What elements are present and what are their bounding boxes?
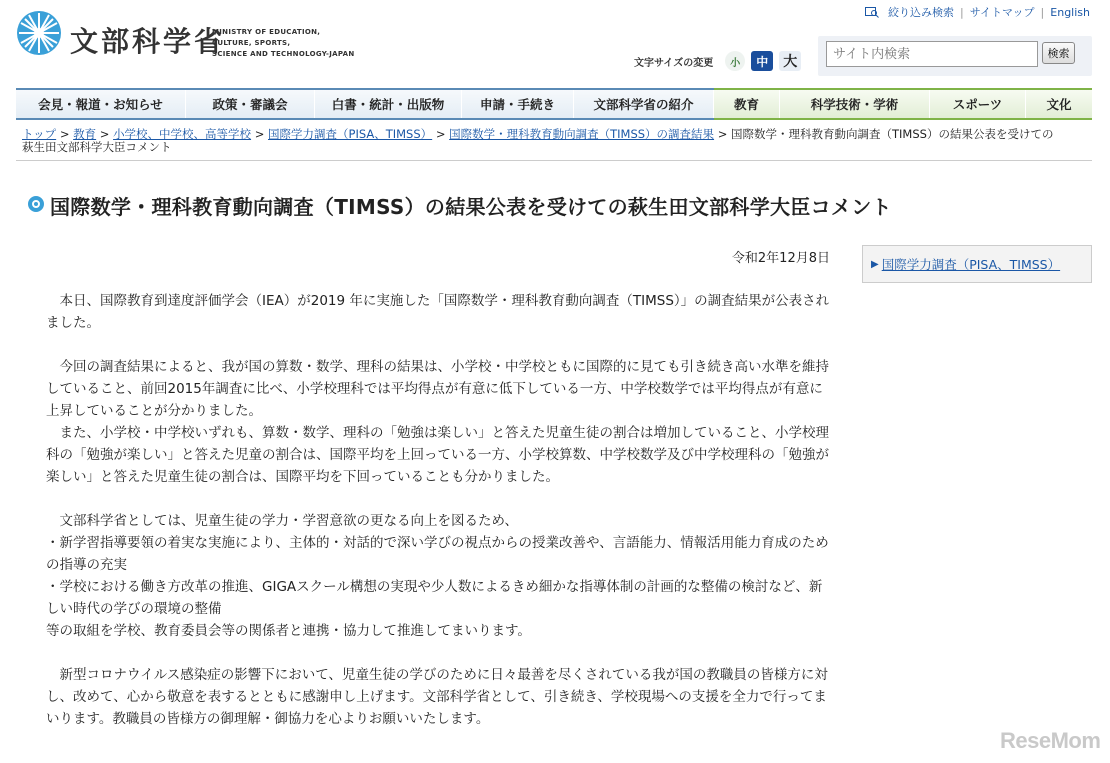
breadcrumb-separator: >: [99, 127, 110, 141]
nav-item-education[interactable]: 教育: [714, 90, 780, 118]
related-link-pisa-timss[interactable]: 国際学力調査（PISA、TIMSS）: [881, 257, 1061, 272]
nav-item-sports[interactable]: スポーツ: [930, 90, 1026, 118]
related-link-box: [862, 245, 1092, 283]
filter-search-icon: [865, 7, 879, 18]
breadcrumb-separator: >: [59, 127, 70, 141]
site-logo-english: [212, 27, 355, 60]
title-bullet-icon: [28, 196, 44, 212]
resemom-watermark: ReseMom: [1000, 728, 1101, 753]
global-nav: [16, 88, 1092, 120]
article-paragraph: 本日、国際教育到達度評価学会（IEA）が2019 年に実施した「国際数学・理科教育動向調査（TIMSS）」の調査結果が公表されました。: [46, 293, 830, 331]
article-paragraph: 新型コロナウイルス感染症の影響下において、児童生徒の学びのために日々最善を尽くされている我が国の教職員の皆様方に対し、改めて、心から敬意を表するとともに感謝申し上げます。文部科学省として、引き続き、学校現場への支援を全力で行ってまいります。教職員の皆様方の御理解・御協力を心よりお願いいたします。: [46, 667, 828, 727]
search-button[interactable]: 検索: [1042, 42, 1075, 64]
mext-logo-icon[interactable]: [16, 10, 62, 56]
font-size-large-button[interactable]: 大: [779, 51, 801, 71]
breadcrumb-link[interactable]: 国際学力調査（PISA、TIMSS）: [268, 127, 433, 141]
divider: [16, 160, 1092, 161]
font-size-medium-button[interactable]: 中: [751, 51, 773, 71]
search-input[interactable]: [826, 41, 1038, 67]
breadcrumb-link[interactable]: トップ: [22, 127, 57, 141]
separator: |: [960, 5, 964, 19]
utility-links: [865, 4, 1090, 20]
publish-date: 令和2年12月8日: [731, 251, 830, 266]
sitemap-link[interactable]: サイトマップ: [969, 6, 1035, 19]
breadcrumb-link[interactable]: 国際数学・理科教育動向調査（TIMSS）の調査結果: [449, 127, 715, 141]
font-size-label: 文字サイズの変更: [634, 57, 714, 69]
article-paragraph: 文部科学省としては、児童生徒の学力・学習意欲の更なる向上を図るため、: [46, 513, 518, 529]
site-search: [818, 36, 1092, 76]
article-paragraph: 等の取組を学校、教育委員会等の関係者と連携・協力して推進してまいります。: [46, 623, 531, 639]
font-size-switcher: [634, 51, 801, 71]
article-paragraph: 今回の調査結果によると、我が国の算数・数学、理科の結果は、小学校・中学校ともに国際的に見ても引き続き高い水準を維持していること、前回2015年調査に比べ、小学校理科では平均得点が有意に低下している一方、中学校数学では平均得点が有意に上昇していることが分かりました。: [46, 359, 829, 419]
logo-en-line: CULTURE, SPORTS,: [212, 39, 291, 47]
nav-accent-line: [714, 118, 1092, 120]
nav-accent-line: [714, 88, 1092, 90]
site-logo-text[interactable]: 文部科学省: [70, 25, 226, 58]
article-list-item: ・新学習指導要領の着実な実施により、主体的・対話的で深い学びの視点からの授業改善や、言語能力、情報活用能力育成のための指導の充実: [46, 535, 829, 573]
nav-item-press[interactable]: 会見・報道・お知らせ: [16, 90, 186, 118]
font-size-small-button[interactable]: 小: [725, 51, 745, 71]
filter-search-link[interactable]: 絞り込み検索: [888, 6, 955, 19]
page-title: 国際数学・理科教育動向調査（TIMSS）の結果公表を受けての萩生田文部科学大臣コメント: [50, 195, 892, 219]
nav-item-about[interactable]: 文部科学省の紹介: [574, 90, 714, 118]
breadcrumb-separator: >: [254, 127, 265, 141]
breadcrumb-separator: >: [435, 127, 446, 141]
breadcrumb-separator: >: [717, 127, 728, 141]
article-list-item: ・学校における働き方改革の推進、GIGAスクール構想の実現や少人数によるきめ細かな指導体制の計画的な整備の検討など、新しい時代の学びの環境の整備: [46, 579, 823, 617]
nav-item-procedures[interactable]: 申請・手続き: [462, 90, 574, 118]
english-link[interactable]: English: [1050, 5, 1090, 19]
article-body: [46, 290, 834, 752]
nav-item-policy[interactable]: 政策・審議会: [186, 90, 315, 118]
nav-item-culture[interactable]: 文化: [1026, 90, 1092, 118]
nav-item-publications[interactable]: 白書・統計・出版物: [315, 90, 462, 118]
nav-item-science[interactable]: 科学技術・学術: [780, 90, 930, 118]
breadcrumb: [22, 128, 1092, 154]
logo-en-line: MINISTRY OF EDUCATION,: [212, 28, 321, 36]
separator: |: [1040, 5, 1045, 19]
breadcrumb-current: 萩生田文部科学大臣コメント: [22, 140, 172, 154]
article-paragraph: また、小学校・中学校いずれも、算数・数学、理科の「勉強は楽しい」と答えた児童生徒の割合は増加していること、小学校理科の「勉強が楽しい」と答えた児童の割合は、国際平均を上回っている一方、小学校算数、中学校数学及び中学校理科の「勉強が楽しい」と答えた児童生徒の割合は、国際平均を下回っていることも分かりました。: [46, 425, 829, 485]
breadcrumb-link[interactable]: 教育: [73, 127, 97, 141]
logo-en-line: SCIENCE AND TECHNOLOGY-JAPAN: [212, 50, 355, 58]
breadcrumb-current: 国際数学・理科教育動向調査（TIMSS）の結果公表を受けての: [731, 127, 1054, 141]
arrow-right-icon: ▶: [871, 258, 879, 270]
breadcrumb-link[interactable]: 小学校、中学校、高等学校: [113, 127, 252, 141]
